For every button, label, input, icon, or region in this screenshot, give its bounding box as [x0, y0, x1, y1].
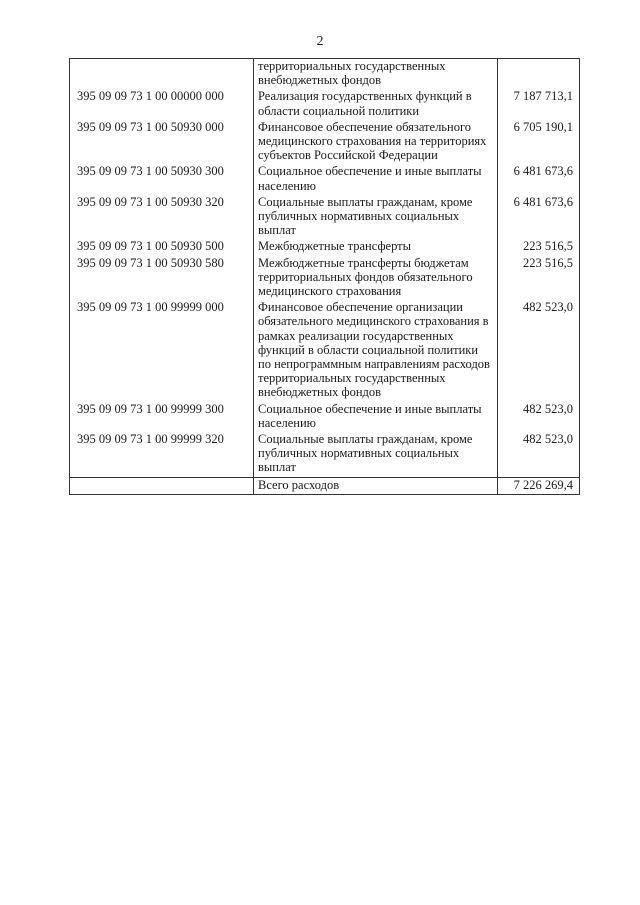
row-amount: 6 705 190,1 [513, 119, 573, 134]
table-row [70, 300, 580, 401]
row-name: Финансовое обеспечение организации обязательного медицинского страхования в рамках реализации государственных функций в области социальной политики по непрограммным направлениям расходов территориальных государственных внебюджетных фондов [254, 300, 498, 401]
row-code: 395 09 09 73 1 00 50930 000 [77, 119, 224, 134]
table-row [70, 164, 580, 194]
table-row [70, 239, 580, 255]
row-name: территориальных государственных внебюджетных фондов [254, 59, 498, 90]
row-amount: 6 481 673,6 [513, 194, 573, 209]
table-row [70, 195, 580, 240]
row-name: Социальное обеспечение и иные выплаты населению [254, 402, 498, 432]
row-code [70, 59, 254, 90]
row-code: 395 09 09 73 1 00 99999 320 [77, 432, 224, 447]
table-total [70, 477, 580, 494]
row-code: 395 09 09 73 1 00 50930 300 [77, 164, 224, 179]
table-row [70, 256, 580, 301]
row-amount: 482 523,0 [523, 300, 573, 315]
total-row [70, 477, 580, 494]
table-row [70, 120, 580, 165]
row-name: Реализация государственных функций в области социальной политики [254, 89, 498, 119]
table-body [70, 59, 580, 478]
row-name: Межбюджетные трансферты [254, 239, 498, 255]
row-amount: 482 523,0 [523, 432, 573, 447]
expenditure-table [69, 58, 580, 495]
table-row [70, 432, 580, 477]
row-name: Межбюджетные трансферты бюджетам территориальных фондов обязательного медицинского страхования [254, 256, 498, 301]
row-amount [498, 59, 580, 90]
row-code: 395 09 09 73 1 00 99999 000 [77, 300, 224, 315]
row-code: 395 09 09 73 1 00 50930 500 [77, 239, 224, 254]
table-row [70, 59, 580, 90]
row-name: Социальные выплаты гражданам, кроме публичных нормативных социальных выплат [254, 195, 498, 240]
row-name: Социальное обеспечение и иные выплаты населению [254, 164, 498, 194]
row-amount: 6 481 673,6 [513, 164, 573, 179]
total-amount: 7 226 269,4 [498, 477, 580, 494]
row-amount: 7 187 713,1 [513, 89, 573, 104]
row-name: Социальные выплаты гражданам, кроме публичных нормативных социальных выплат [254, 432, 498, 477]
row-code: 395 09 09 73 1 00 99999 300 [77, 401, 224, 416]
row-name: Финансовое обеспечение обязательного медицинского страхования на территориях субъектов Российской Федерации [254, 120, 498, 165]
row-amount: 223 516,5 [523, 239, 573, 254]
row-code: 395 09 09 73 1 00 00000 000 [77, 89, 224, 104]
total-code-cell [70, 477, 254, 494]
table-row [70, 402, 580, 432]
row-amount: 482 523,0 [523, 401, 573, 416]
table-row [70, 89, 580, 119]
row-amount: 223 516,5 [523, 255, 573, 270]
page-number: 2 [316, 34, 324, 49]
row-code: 395 09 09 73 1 00 50930 580 [77, 255, 224, 270]
row-code: 395 09 09 73 1 00 50930 320 [77, 194, 224, 209]
total-label: Всего расходов [254, 477, 498, 494]
